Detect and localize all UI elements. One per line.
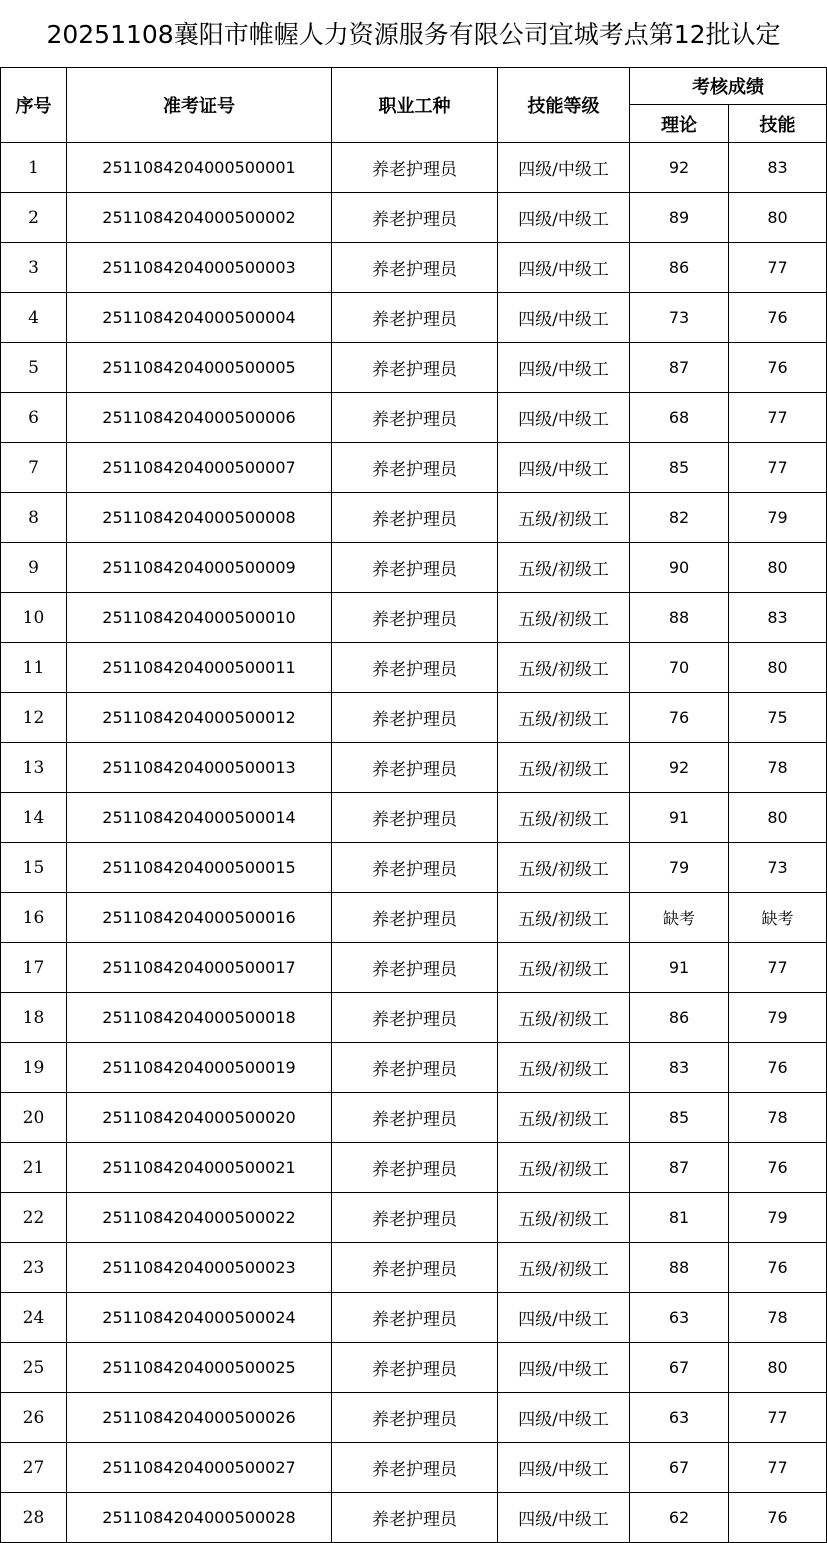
cell-occupation: 养老护理员 — [332, 243, 498, 293]
cell-skill-level: 五级/初级工 — [498, 1193, 630, 1243]
cell-skill-level: 四级/中级工 — [498, 443, 630, 493]
cell-occupation: 养老护理员 — [332, 1143, 498, 1193]
cell-ticket-number: 2511084204000500005 — [67, 343, 332, 393]
cell-occupation: 养老护理员 — [332, 793, 498, 843]
cell-skill-level: 五级/初级工 — [498, 1243, 630, 1293]
score-table — [0, 67, 827, 1543]
cell-theory-score: 68 — [630, 393, 729, 443]
cell-ticket-number: 2511084204000500007 — [67, 443, 332, 493]
cell-seq: 11 — [1, 643, 67, 693]
cell-ticket-number: 2511084204000500001 — [67, 143, 332, 193]
cell-theory-score: 76 — [630, 693, 729, 743]
cell-skill-level: 四级/中级工 — [498, 1493, 630, 1543]
cell-theory-score: 缺考 — [630, 893, 729, 943]
cell-seq: 27 — [1, 1443, 67, 1493]
table-row — [1, 1243, 827, 1293]
table-row — [1, 1393, 827, 1443]
cell-occupation: 养老护理员 — [332, 443, 498, 493]
cell-skill-level: 五级/初级工 — [498, 493, 630, 543]
cell-skill-score: 80 — [729, 793, 827, 843]
cell-skill-score: 83 — [729, 593, 827, 643]
cell-theory-score: 87 — [630, 1143, 729, 1193]
cell-seq: 28 — [1, 1493, 67, 1543]
cell-seq: 24 — [1, 1293, 67, 1343]
cell-seq: 20 — [1, 1093, 67, 1143]
table-row — [1, 193, 827, 243]
cell-occupation: 养老护理员 — [332, 743, 498, 793]
cell-seq: 5 — [1, 343, 67, 393]
cell-skill-score: 80 — [729, 193, 827, 243]
cell-theory-score: 82 — [630, 493, 729, 543]
cell-occupation: 养老护理员 — [332, 293, 498, 343]
table-row — [1, 493, 827, 543]
cell-ticket-number: 2511084204000500027 — [67, 1443, 332, 1493]
cell-skill-level: 五级/初级工 — [498, 743, 630, 793]
cell-seq: 25 — [1, 1343, 67, 1393]
cell-skill-score: 78 — [729, 743, 827, 793]
header-skill-level: 技能等级 — [498, 68, 630, 143]
table-row — [1, 543, 827, 593]
table-row — [1, 1043, 827, 1093]
cell-seq: 4 — [1, 293, 67, 343]
table-row — [1, 843, 827, 893]
cell-skill-score: 76 — [729, 1243, 827, 1293]
cell-skill-score: 76 — [729, 293, 827, 343]
cell-seq: 14 — [1, 793, 67, 843]
cell-seq: 6 — [1, 393, 67, 443]
cell-occupation: 养老护理员 — [332, 593, 498, 643]
table-row — [1, 1493, 827, 1543]
cell-skill-score: 77 — [729, 443, 827, 493]
cell-ticket-number: 2511084204000500013 — [67, 743, 332, 793]
cell-ticket-number: 2511084204000500020 — [67, 1093, 332, 1143]
cell-skill-score: 79 — [729, 1193, 827, 1243]
table-row — [1, 243, 827, 293]
cell-ticket-number: 2511084204000500018 — [67, 993, 332, 1043]
table-row — [1, 143, 827, 193]
cell-seq: 8 — [1, 493, 67, 543]
cell-skill-level: 五级/初级工 — [498, 793, 630, 843]
cell-skill-level: 五级/初级工 — [498, 593, 630, 643]
cell-theory-score: 83 — [630, 1043, 729, 1093]
cell-occupation: 养老护理员 — [332, 1443, 498, 1493]
cell-skill-score: 78 — [729, 1293, 827, 1343]
cell-occupation: 养老护理员 — [332, 343, 498, 393]
cell-skill-score: 76 — [729, 1043, 827, 1093]
cell-seq: 2 — [1, 193, 67, 243]
table-row — [1, 1193, 827, 1243]
cell-theory-score: 70 — [630, 643, 729, 693]
cell-occupation: 养老护理员 — [332, 1193, 498, 1243]
page-title: 20251108襄阳市帷幄人力资源服务有限公司宜城考点第12批认定 — [46, 20, 781, 49]
cell-ticket-number: 2511084204000500016 — [67, 893, 332, 943]
cell-ticket-number: 2511084204000500014 — [67, 793, 332, 843]
cell-seq: 22 — [1, 1193, 67, 1243]
table-row — [1, 1293, 827, 1343]
cell-skill-score: 80 — [729, 543, 827, 593]
table-row — [1, 293, 827, 343]
cell-ticket-number: 2511084204000500010 — [67, 593, 332, 643]
cell-skill-level: 五级/初级工 — [498, 1043, 630, 1093]
cell-theory-score: 85 — [630, 443, 729, 493]
cell-ticket-number: 2511084204000500012 — [67, 693, 332, 743]
cell-ticket-number: 2511084204000500026 — [67, 1393, 332, 1443]
table-body — [1, 143, 827, 1543]
table-row — [1, 443, 827, 493]
cell-skill-level: 五级/初级工 — [498, 1143, 630, 1193]
table-row — [1, 1443, 827, 1493]
cell-skill-score: 76 — [729, 1143, 827, 1193]
cell-ticket-number: 2511084204000500011 — [67, 643, 332, 693]
header-theory: 理论 — [630, 105, 729, 143]
cell-skill-score: 78 — [729, 1093, 827, 1143]
cell-skill-score: 83 — [729, 143, 827, 193]
cell-skill-score: 缺考 — [729, 893, 827, 943]
cell-seq: 21 — [1, 1143, 67, 1193]
cell-skill-level: 四级/中级工 — [498, 1393, 630, 1443]
cell-seq: 17 — [1, 943, 67, 993]
cell-skill-level: 五级/初级工 — [498, 843, 630, 893]
cell-occupation: 养老护理员 — [332, 643, 498, 693]
cell-skill-level: 五级/初级工 — [498, 543, 630, 593]
cell-seq: 7 — [1, 443, 67, 493]
table-row — [1, 993, 827, 1043]
cell-ticket-number: 2511084204000500023 — [67, 1243, 332, 1293]
cell-ticket-number: 2511084204000500019 — [67, 1043, 332, 1093]
cell-theory-score: 63 — [630, 1293, 729, 1343]
header-ticket-number: 准考证号 — [67, 68, 332, 143]
cell-theory-score: 86 — [630, 243, 729, 293]
cell-ticket-number: 2511084204000500008 — [67, 493, 332, 543]
cell-occupation: 养老护理员 — [332, 143, 498, 193]
table-row — [1, 393, 827, 443]
cell-theory-score: 81 — [630, 1193, 729, 1243]
cell-skill-level: 四级/中级工 — [498, 1293, 630, 1343]
cell-occupation: 养老护理员 — [332, 1493, 498, 1543]
cell-occupation: 养老护理员 — [332, 1393, 498, 1443]
cell-theory-score: 91 — [630, 943, 729, 993]
cell-ticket-number: 2511084204000500003 — [67, 243, 332, 293]
cell-ticket-number: 2511084204000500017 — [67, 943, 332, 993]
cell-skill-level: 四级/中级工 — [498, 143, 630, 193]
table-row — [1, 643, 827, 693]
cell-skill-level: 五级/初级工 — [498, 893, 630, 943]
cell-theory-score: 67 — [630, 1343, 729, 1393]
cell-skill-level: 四级/中级工 — [498, 293, 630, 343]
cell-seq: 3 — [1, 243, 67, 293]
cell-theory-score: 92 — [630, 143, 729, 193]
header-occupation: 职业工种 — [332, 68, 498, 143]
cell-skill-level: 四级/中级工 — [498, 193, 630, 243]
cell-occupation: 养老护理员 — [332, 1293, 498, 1343]
cell-occupation: 养老护理员 — [332, 393, 498, 443]
table-row — [1, 793, 827, 843]
cell-ticket-number: 2511084204000500002 — [67, 193, 332, 243]
cell-skill-score: 77 — [729, 393, 827, 443]
cell-seq: 1 — [1, 143, 67, 193]
cell-theory-score: 88 — [630, 593, 729, 643]
cell-seq: 15 — [1, 843, 67, 893]
cell-occupation: 养老护理员 — [332, 1343, 498, 1393]
cell-occupation: 养老护理员 — [332, 693, 498, 743]
cell-seq: 18 — [1, 993, 67, 1043]
cell-skill-level: 五级/初级工 — [498, 943, 630, 993]
cell-skill-score: 76 — [729, 1493, 827, 1543]
table-row — [1, 1343, 827, 1393]
cell-theory-score: 85 — [630, 1093, 729, 1143]
cell-seq: 26 — [1, 1393, 67, 1443]
cell-ticket-number: 2511084204000500028 — [67, 1493, 332, 1543]
cell-theory-score: 88 — [630, 1243, 729, 1293]
cell-skill-score: 77 — [729, 243, 827, 293]
cell-occupation: 养老护理员 — [332, 493, 498, 543]
cell-skill-level: 四级/中级工 — [498, 343, 630, 393]
cell-skill-score: 77 — [729, 943, 827, 993]
cell-skill-score: 80 — [729, 643, 827, 693]
cell-occupation: 养老护理员 — [332, 993, 498, 1043]
table-row — [1, 943, 827, 993]
cell-seq: 12 — [1, 693, 67, 743]
cell-skill-score: 80 — [729, 1343, 827, 1393]
header-skill: 技能 — [729, 105, 827, 143]
cell-theory-score: 63 — [630, 1393, 729, 1443]
header-seq: 序号 — [1, 68, 67, 143]
cell-ticket-number: 2511084204000500015 — [67, 843, 332, 893]
table-row — [1, 593, 827, 643]
cell-skill-level: 四级/中级工 — [498, 393, 630, 443]
cell-occupation: 养老护理员 — [332, 1243, 498, 1293]
cell-skill-score: 77 — [729, 1443, 827, 1493]
table-row — [1, 343, 827, 393]
cell-skill-score: 77 — [729, 1393, 827, 1443]
cell-skill-level: 五级/初级工 — [498, 643, 630, 693]
cell-theory-score: 73 — [630, 293, 729, 343]
cell-occupation: 养老护理员 — [332, 893, 498, 943]
cell-skill-score: 73 — [729, 843, 827, 893]
cell-skill-level: 四级/中级工 — [498, 1443, 630, 1493]
cell-skill-score: 76 — [729, 343, 827, 393]
table-row — [1, 1093, 827, 1143]
cell-skill-score: 75 — [729, 693, 827, 743]
cell-seq: 19 — [1, 1043, 67, 1093]
cell-ticket-number: 2511084204000500004 — [67, 293, 332, 343]
cell-theory-score: 90 — [630, 543, 729, 593]
header-scores: 考核成绩 — [630, 68, 827, 105]
cell-skill-score: 79 — [729, 493, 827, 543]
cell-theory-score: 62 — [630, 1493, 729, 1543]
table-row — [1, 693, 827, 743]
header-row-top — [1, 68, 827, 105]
cell-theory-score: 86 — [630, 993, 729, 1043]
cell-skill-level: 五级/初级工 — [498, 1093, 630, 1143]
cell-ticket-number: 2511084204000500025 — [67, 1343, 332, 1393]
cell-seq: 23 — [1, 1243, 67, 1293]
cell-seq: 10 — [1, 593, 67, 643]
cell-ticket-number: 2511084204000500024 — [67, 1293, 332, 1343]
cell-theory-score: 91 — [630, 793, 729, 843]
cell-skill-score: 79 — [729, 993, 827, 1043]
cell-skill-level: 四级/中级工 — [498, 243, 630, 293]
cell-ticket-number: 2511084204000500022 — [67, 1193, 332, 1243]
cell-skill-level: 五级/初级工 — [498, 693, 630, 743]
cell-seq: 9 — [1, 543, 67, 593]
cell-occupation: 养老护理员 — [332, 543, 498, 593]
cell-occupation: 养老护理员 — [332, 1093, 498, 1143]
cell-ticket-number: 2511084204000500006 — [67, 393, 332, 443]
cell-ticket-number: 2511084204000500021 — [67, 1143, 332, 1193]
cell-skill-level: 五级/初级工 — [498, 993, 630, 1043]
cell-seq: 16 — [1, 893, 67, 943]
cell-ticket-number: 2511084204000500009 — [67, 543, 332, 593]
table-header — [1, 68, 827, 143]
table-row — [1, 743, 827, 793]
cell-theory-score: 87 — [630, 343, 729, 393]
cell-skill-level: 四级/中级工 — [498, 1343, 630, 1393]
cell-occupation: 养老护理员 — [332, 1043, 498, 1093]
cell-seq: 13 — [1, 743, 67, 793]
cell-occupation: 养老护理员 — [332, 843, 498, 893]
cell-occupation: 养老护理员 — [332, 943, 498, 993]
cell-theory-score: 79 — [630, 843, 729, 893]
table-row — [1, 1143, 827, 1193]
cell-occupation: 养老护理员 — [332, 193, 498, 243]
cell-theory-score: 92 — [630, 743, 729, 793]
table-row — [1, 893, 827, 943]
cell-theory-score: 67 — [630, 1443, 729, 1493]
cell-theory-score: 89 — [630, 193, 729, 243]
